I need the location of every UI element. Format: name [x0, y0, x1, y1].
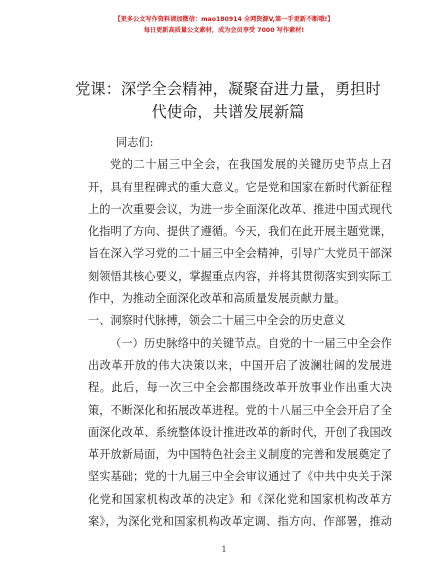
- promo-banner: [0, 14, 448, 36]
- paragraph-line: 党的二十届三中全会，在我国发展的关键历史节点上召: [110, 158, 392, 172]
- paragraph-line: 案》，为深化党和国家机构改革定调、指方向、作部署，推动: [88, 515, 392, 529]
- paragraph-line: 出改革开放的伟大决策以来，中国开启了波澜壮阔的发展进: [88, 358, 392, 372]
- page-number: 1: [221, 545, 227, 554]
- paragraph-line: 开，具有里程碑式的重大意义。它是党和国家在新时代新征程: [88, 180, 392, 194]
- paragraph-line: 化党和国家机构改革的决定》和《深化党和国家机构改革方: [88, 492, 392, 506]
- paragraph-line: 革开放新局面，为中国特色社会主义制度的完善和发展奠定了: [88, 448, 392, 462]
- paragraph-line: 上的一次重要会议，为进一步全面深化改革、推进中国式现代: [88, 202, 392, 216]
- greeting: 同志们:: [116, 136, 154, 149]
- section-heading-1: 一、洞察时代脉搏，领会二十届三中全会的历史意义: [88, 314, 346, 328]
- document-title: [62, 78, 394, 124]
- paragraph-line: 程。此后，每一次三中全会都围绕改革开放事业作出重大决: [88, 381, 392, 395]
- paragraph-line: 化指明了方向、提供了遵循。今天，我们在此开展主题党课，: [88, 225, 392, 239]
- paragraph-line: 策，不断深化和拓展改革进程。党的十八届三中全会开启了全: [88, 403, 392, 417]
- paragraph-line: 面深化改革、系统整体设计推进改革的新时代，开创了我国改: [88, 425, 392, 439]
- paragraph-section-1-1: [88, 333, 392, 534]
- promo-line-1: 【更多公文写作资料请加微信：mao180914 全网资源V,第一手更新不断哦!】: [114, 16, 334, 23]
- paragraph-line: 坚实基础；党的十九届三中全会审议通过了《中共中央关于深: [88, 470, 392, 484]
- document-body: [88, 132, 392, 533]
- paragraph-line: 作中，为推动全面深化改革和高质量发展贡献力量。: [88, 292, 346, 306]
- paragraph-line: （一）历史脉络中的关键节点。自党的十一届三中全会作: [110, 336, 392, 350]
- title-line-1: 党课：深学全会精神，凝聚奋进力量，勇担时: [75, 80, 381, 98]
- paragraph-line: 旨在深入学习党的二十届三中全会精神，引导广大党员干部深: [88, 247, 392, 261]
- promo-line-2: 每日更新高质量公文素材，成为会员享受 7000 写作素材!: [143, 27, 305, 34]
- title-line-2: 代使命，共谱发展新篇: [151, 103, 305, 121]
- paragraph-intro: [88, 154, 392, 310]
- paragraph-line: 刻领悟其核心要义，掌握重点内容，并将其贯彻落实到实际工: [88, 269, 392, 283]
